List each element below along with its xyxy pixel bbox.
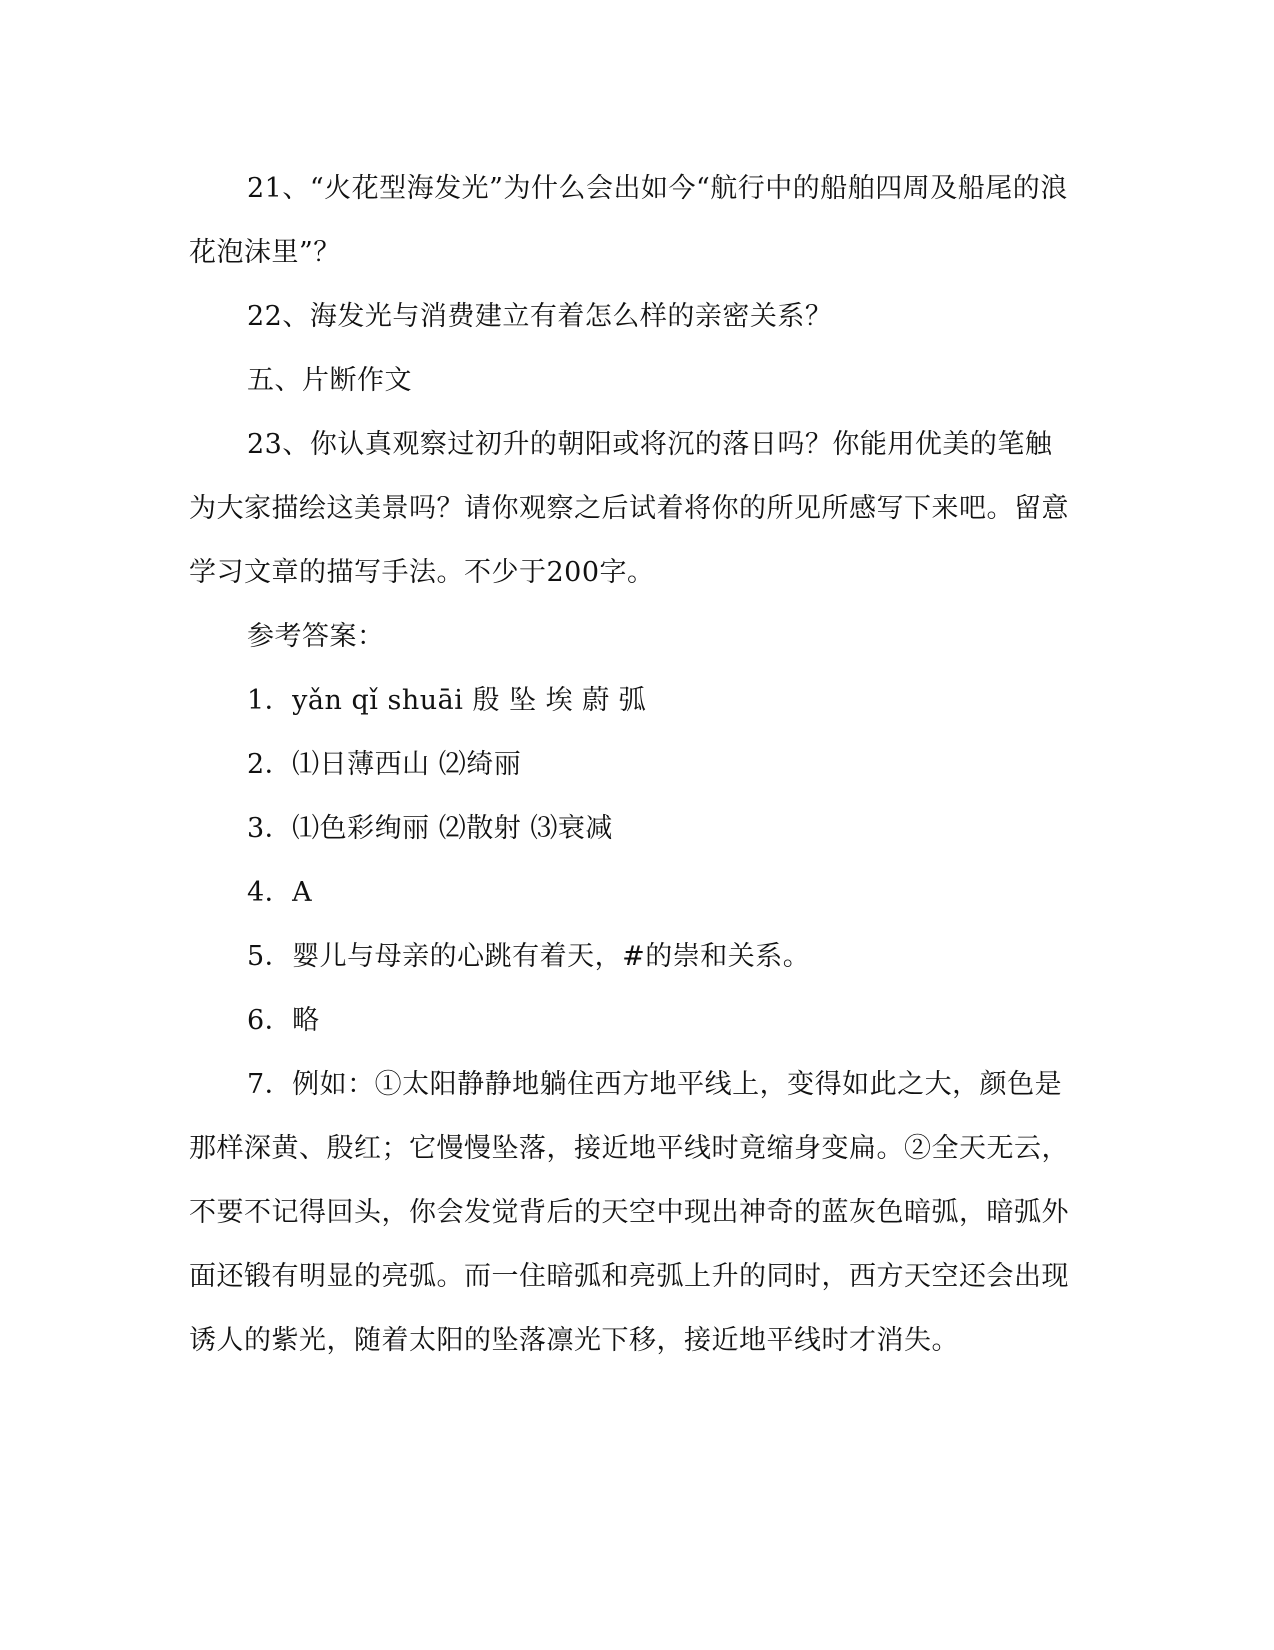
answer-2: 2．⑴日薄西山 ⑵绮丽 [247, 749, 522, 780]
answer-3: 3．⑴色彩绚丽 ⑵散射 ⑶衰减 [247, 813, 613, 844]
answer-4: 4．A [247, 877, 313, 908]
answer-7: 7．例如：①太阳静静地躺住西方地平线上，变得如此之大，颜色是那样深黄、殷红；它慢慢坠落，接近地平线时竟缩身变扁。②全天无云，不要不记得回头，你会发觉背后的天空中现出神奇的蓝灰色暗弧，暗弧外面还锻有明显的亮弧。而一住暗弧和亮弧上升的同时，西方天空还会出现诱人的紫光，随着太阳的坠落凛光下移，接近地平线时才消失。 [189, 1069, 1069, 1356]
question-21: 21、“火花型海发光”为什么会出如今“航行中的船舶四周及船尾的浪花泡沫里”？ [189, 173, 1068, 268]
question-23: 23、你认真观察过初升的朝阳或将沉的落日吗？你能用优美的笔触为大家描绘这美景吗？请你观察之后试着将你的所见所感写下来吧。留意学习文章的描写手法。不少于200字。 [189, 429, 1069, 588]
question-22: 22、海发光与消费建立有着怎么样的亲密关系？ [247, 301, 833, 332]
answers-heading: 参考答案： [247, 621, 385, 652]
answer-5: 5．婴儿与母亲的心跳有着天，#的崇和关系。 [247, 941, 811, 972]
answer-6: 6．略 [247, 1005, 320, 1036]
answer-1: 1．yǎn qǐ shuāi 殷 坠 埃 蔚 弧 [247, 685, 647, 716]
document-body [189, 157, 1079, 1373]
section-heading-composition: 五、片断作文 [247, 365, 412, 396]
